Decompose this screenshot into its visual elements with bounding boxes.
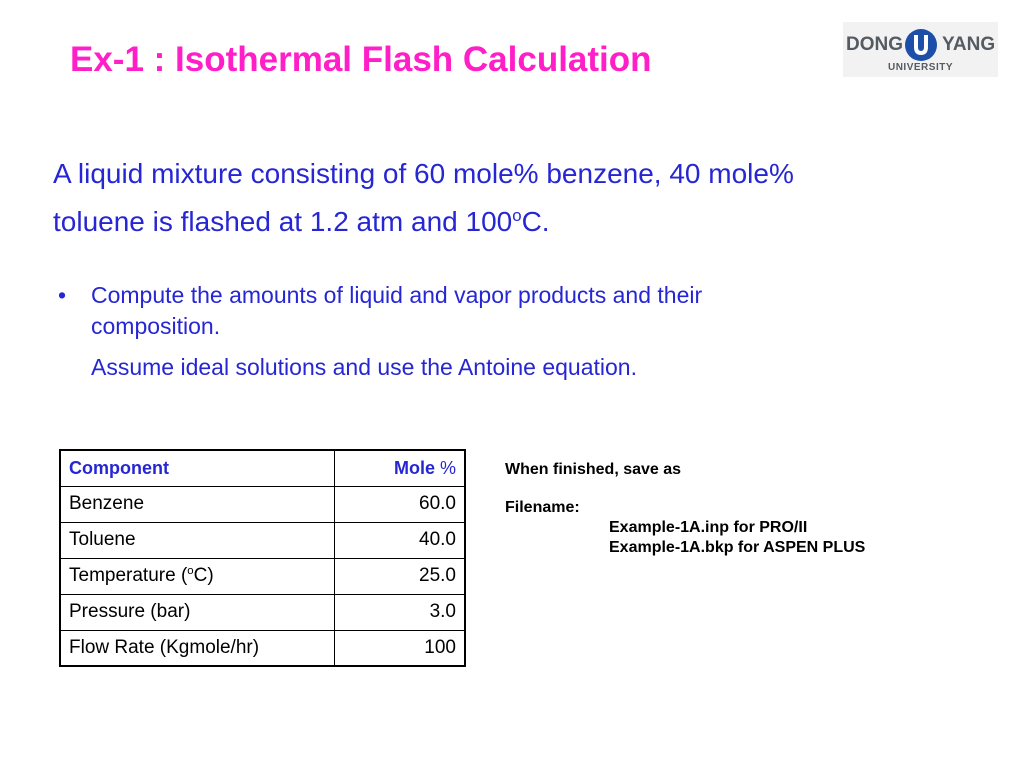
header-mole-unit: % [439, 457, 456, 478]
notes-filename-label: Filename: [505, 499, 580, 516]
problem-statement [53, 150, 983, 246]
row-label: Pressure (bar) [60, 594, 334, 630]
intro-line-2 [53, 198, 983, 246]
dongyang-u-mark-icon [903, 28, 939, 62]
bullet-icon: • [58, 282, 67, 308]
table-row [60, 522, 465, 558]
header-mole-percent [334, 450, 465, 486]
row-label-unit: C) [193, 565, 214, 586]
bullet-subline: Assume ideal solutions and use the Antoine equation. [91, 354, 637, 380]
save-instructions [505, 460, 865, 558]
table-row [60, 558, 465, 594]
row-label [60, 558, 334, 594]
row-label-text: Temperature ( [69, 565, 188, 586]
header-mole-label: Mole [393, 457, 435, 478]
row-label: Benzene [60, 486, 334, 522]
logo-university-text: UNIVERSITY [887, 62, 953, 73]
university-logo [843, 22, 998, 77]
feed-conditions-table [59, 449, 466, 667]
header-component: Component [60, 450, 334, 486]
degree-sup: o [512, 205, 522, 225]
logo-word-yang: YANG [942, 34, 996, 55]
row-value: 40.0 [334, 522, 465, 558]
intro-line-2-text: toluene is flashed at 1.2 atm and 100 [53, 206, 513, 237]
bullet-line-1: Compute the amounts of liquid and vapor products and their [91, 282, 703, 308]
bullet-text [91, 280, 983, 342]
degree-sup: o [187, 565, 194, 578]
row-label: Flow Rate (Kgmole/hr) [60, 630, 334, 666]
row-label: Toluene [60, 522, 334, 558]
bullet-line-2: composition. [91, 313, 221, 339]
task-bullet [53, 280, 983, 383]
table-row [60, 486, 465, 522]
notes-line-1: When finished, save as [505, 461, 682, 478]
row-value: 25.0 [334, 558, 465, 594]
page-title: Ex-1 : Isothermal Flash Calculation [70, 40, 652, 79]
row-value: 3.0 [334, 594, 465, 630]
notes-filename-proii: Example-1A.inp for PRO/II [609, 519, 808, 536]
logo-word-dong: DONG [846, 34, 903, 55]
intro-line-1: A liquid mixture consisting of 60 mole% benzene, 40 mole% [53, 158, 794, 189]
table-row [60, 594, 465, 630]
row-value: 60.0 [334, 486, 465, 522]
intro-line-2-unit: C. [521, 206, 550, 237]
row-value: 100 [334, 630, 465, 666]
table-row [60, 630, 465, 666]
notes-filename-aspen: Example-1A.bkp for ASPEN PLUS [609, 539, 866, 556]
table-header-row [60, 450, 465, 486]
